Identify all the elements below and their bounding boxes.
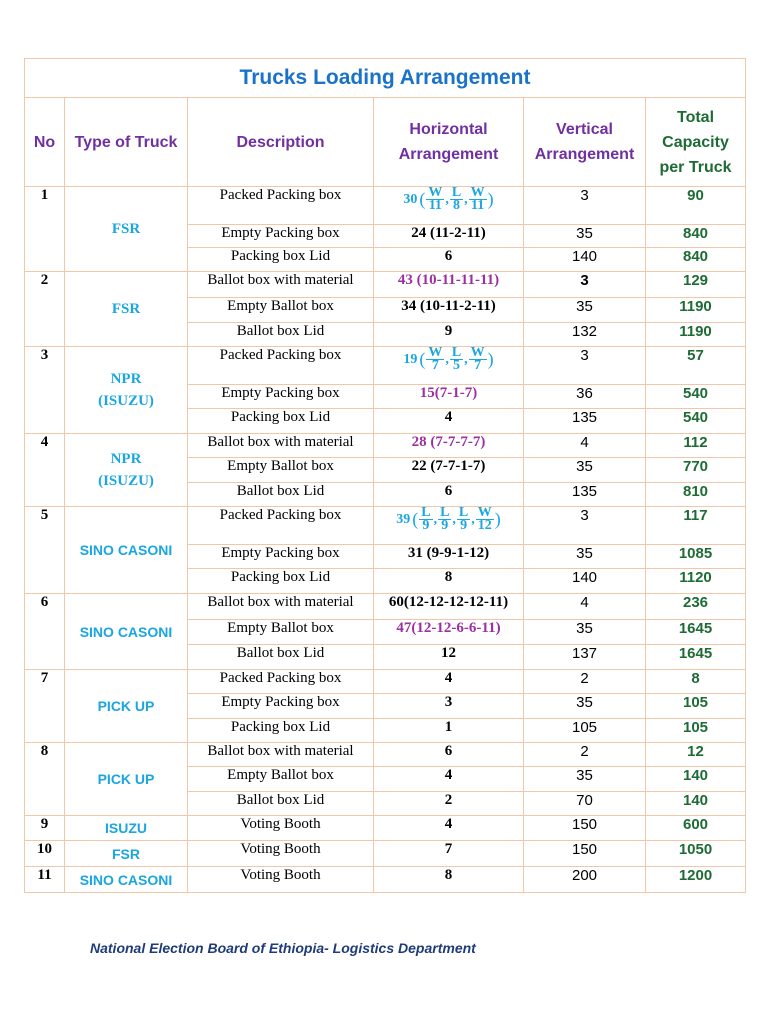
total-capacity-cell: 600	[646, 816, 746, 841]
total-capacity-cell: 770	[646, 458, 746, 483]
horizontal-cell	[374, 187, 524, 225]
header-vertical	[524, 98, 646, 187]
total-capacity-cell: 1120	[646, 569, 746, 594]
horizontal-cell: 43 (10-11-11-11)	[374, 272, 524, 298]
vertical-cell: 135	[524, 409, 646, 434]
truck-type	[65, 507, 188, 594]
description-cell: Packing box Lid	[188, 719, 374, 743]
fraction-denominator: 9	[422, 518, 430, 533]
description-cell: Ballot box Lid	[188, 792, 374, 816]
total-capacity-cell: 112	[646, 434, 746, 458]
truck-type-name: PICK UP	[97, 771, 155, 787]
description-cell: Ballot box Lid	[188, 323, 374, 347]
description-cell: Packing box Lid	[188, 248, 374, 272]
formula-fraction	[426, 347, 444, 372]
table-row	[25, 670, 746, 694]
header-total-line3: per Truck	[659, 158, 732, 176]
formula-fraction	[450, 187, 463, 212]
table-body	[25, 187, 746, 893]
vertical-cell: 3	[524, 187, 646, 225]
footer-department: National Election Board of Ethiopia- Logistics Department	[90, 940, 476, 956]
vertical-cell: 200	[524, 867, 646, 893]
total-capacity-cell: 1190	[646, 298, 746, 323]
total-capacity-cell: 129	[646, 272, 746, 298]
fraction-denominator: 9	[441, 518, 449, 533]
horizontal-cell: 1	[374, 719, 524, 743]
fraction-denominator: 7	[474, 358, 482, 373]
horizontal-cell: 4	[374, 670, 524, 694]
formula-open-paren: (	[412, 509, 419, 529]
vertical-cell: 150	[524, 816, 646, 841]
fraction-numerator: L	[451, 345, 462, 360]
total-capacity-cell: 140	[646, 792, 746, 816]
horizontal-cell: 47(12-12-6-6-11)	[374, 620, 524, 645]
vertical-cell: 3	[524, 507, 646, 545]
horizontal-cell: 31 (9-9-1-12)	[374, 545, 524, 569]
description-cell: Voting Booth	[188, 867, 374, 893]
total-capacity-cell: 1050	[646, 841, 746, 867]
truck-type	[65, 816, 188, 841]
formula-open-paren: (	[419, 349, 426, 369]
total-capacity-cell: 540	[646, 385, 746, 409]
truck-type	[65, 670, 188, 743]
formula-comma: ,	[452, 511, 456, 527]
formula-comma: ,	[433, 511, 438, 527]
fraction-numerator: W	[428, 345, 443, 360]
total-capacity-cell: 105	[646, 719, 746, 743]
total-capacity-cell: 540	[646, 409, 746, 434]
row-number: 2	[25, 272, 65, 347]
truck-type	[65, 867, 188, 893]
horizontal-cell: 4	[374, 409, 524, 434]
header-type: Type of Truck	[65, 98, 188, 187]
total-capacity-cell: 8	[646, 670, 746, 694]
table-row	[25, 507, 746, 545]
vertical-cell: 132	[524, 323, 646, 347]
vertical-cell: 35	[524, 225, 646, 248]
formula-fraction	[469, 347, 487, 372]
total-capacity-cell: 105	[646, 694, 746, 719]
total-capacity-cell: 1645	[646, 645, 746, 670]
table-row	[25, 347, 746, 385]
formula-comma: ,	[471, 511, 475, 527]
total-capacity-cell: 1645	[646, 620, 746, 645]
horizontal-cell: 4	[374, 816, 524, 841]
header-total-line1: Total	[676, 108, 715, 126]
formula-comma: ,	[445, 351, 449, 367]
total-capacity-cell: 236	[646, 594, 746, 620]
formula-prefix: 39	[396, 511, 411, 527]
fraction-denominator: 12	[477, 518, 492, 533]
fraction-denominator: 7	[431, 358, 439, 373]
fraction-numerator: L	[440, 505, 450, 520]
description-cell: Voting Booth	[188, 841, 374, 867]
description-cell: Ballot box Lid	[188, 645, 374, 670]
vertical-cell: 35	[524, 458, 646, 483]
truck-type	[65, 743, 188, 816]
row-number: 8	[25, 743, 65, 816]
formula-fraction	[457, 507, 470, 532]
description-cell: Voting Booth	[188, 816, 374, 841]
horizontal-cell: 34 (10-11-2-11)	[374, 298, 524, 323]
description-cell: Packed Packing box	[188, 187, 374, 225]
truck-type-name: FSR	[112, 845, 140, 862]
horizontal-cell: 22 (7-7-1-7)	[374, 458, 524, 483]
vertical-cell: 35	[524, 545, 646, 569]
horizontal-cell: 12	[374, 645, 524, 670]
fraction-numerator: L	[458, 505, 469, 520]
truck-type	[65, 841, 188, 867]
fraction-numerator: W	[470, 345, 485, 360]
horizontal-cell: 3	[374, 694, 524, 719]
header-description: Description	[188, 98, 374, 187]
truck-type-name: FSR	[111, 221, 141, 237]
fraction-denominator: 11	[471, 198, 485, 213]
description-cell: Ballot box with material	[188, 272, 374, 298]
fraction-denominator: 11	[428, 198, 442, 213]
vertical-cell: 4	[524, 434, 646, 458]
truck-type-name: SINO CASONI	[79, 542, 173, 558]
table-row	[25, 594, 746, 620]
truck-type-name: SINO CASONI	[79, 871, 173, 888]
description-cell: Empty Packing box	[188, 694, 374, 719]
formula-close-paren: )	[494, 509, 501, 529]
horizontal-cell: 15(7-1-7)	[374, 385, 524, 409]
vertical-cell: 135	[524, 483, 646, 507]
horizontal-formula	[403, 187, 493, 212]
fraction-numerator: W	[470, 185, 485, 200]
table-row	[25, 816, 746, 841]
horizontal-cell: 8	[374, 569, 524, 594]
vertical-cell: 3	[524, 347, 646, 385]
formula-fraction	[476, 507, 494, 532]
table-row	[25, 272, 746, 298]
description-cell: Empty Ballot box	[188, 767, 374, 792]
total-capacity-cell: 840	[646, 248, 746, 272]
description-cell: Ballot box with material	[188, 434, 374, 458]
horizontal-cell: 6	[374, 248, 524, 272]
fraction-numerator: W	[428, 185, 443, 200]
description-cell: Ballot box Lid	[188, 483, 374, 507]
fraction-denominator: 8	[453, 198, 460, 213]
table-row	[25, 434, 746, 458]
description-cell: Packed Packing box	[188, 670, 374, 694]
header-total-line2: Capacity	[662, 133, 729, 151]
truck-type-name: SINO CASONI	[79, 623, 173, 640]
horizontal-cell: 6	[374, 483, 524, 507]
description-cell: Empty Packing box	[188, 225, 374, 248]
header-vertical-line1: Vertical	[556, 121, 613, 138]
vertical-cell: 137	[524, 645, 646, 670]
horizontal-cell: 24 (11-2-11)	[374, 225, 524, 248]
row-number: 11	[25, 867, 65, 893]
total-capacity-cell: 140	[646, 767, 746, 792]
header-horizontal-line1: Horizontal	[409, 121, 488, 138]
formula-prefix: 30	[403, 191, 418, 207]
vertical-cell: 35	[524, 620, 646, 645]
vertical-cell: 105	[524, 719, 646, 743]
vertical-cell: 3	[524, 272, 646, 298]
vertical-cell: 2	[524, 743, 646, 767]
description-cell: Empty Ballot box	[188, 298, 374, 323]
row-number: 5	[25, 507, 65, 594]
truck-type-name: ISUZU	[105, 820, 147, 836]
horizontal-cell	[374, 347, 524, 385]
formula-fraction	[419, 507, 432, 532]
horizontal-cell: 8	[374, 867, 524, 893]
table-row	[25, 867, 746, 893]
description-cell: Ballot box with material	[188, 594, 374, 620]
total-capacity-cell: 117	[646, 507, 746, 545]
formula-comma: ,	[464, 351, 468, 367]
formula-comma: ,	[445, 191, 449, 207]
row-number: 1	[25, 187, 65, 272]
horizontal-formula	[396, 507, 501, 532]
description-cell: Packed Packing box	[188, 507, 374, 545]
vertical-cell: 150	[524, 841, 646, 867]
header-total	[646, 98, 746, 187]
header-horizontal-line2: Arrangement	[398, 146, 499, 163]
vertical-cell: 36	[524, 385, 646, 409]
description-cell: Packed Packing box	[188, 347, 374, 385]
description-cell: Empty Packing box	[188, 545, 374, 569]
formula-prefix: 19	[403, 351, 418, 367]
truck-type	[65, 594, 188, 670]
truck-type	[65, 347, 188, 434]
fraction-numerator: W	[477, 505, 492, 520]
horizontal-cell: 2	[374, 792, 524, 816]
total-capacity-cell: 12	[646, 743, 746, 767]
row-number: 3	[25, 347, 65, 434]
horizontal-cell: 9	[374, 323, 524, 347]
truck-type-name: NPR	[110, 451, 142, 467]
total-capacity-cell: 1200	[646, 867, 746, 893]
horizontal-cell: 7	[374, 841, 524, 867]
description-cell: Ballot box with material	[188, 743, 374, 767]
fraction-numerator: L	[421, 505, 431, 520]
formula-close-paren: )	[487, 189, 494, 209]
truck-type-name: NPR	[110, 371, 142, 387]
description-cell: Packing box Lid	[188, 569, 374, 594]
row-number: 9	[25, 816, 65, 841]
truck-type-subname: (ISUZU)	[98, 473, 154, 489]
page-title: Trucks Loading Arrangement	[25, 59, 746, 98]
table-row	[25, 187, 746, 225]
row-number: 6	[25, 594, 65, 670]
formula-fraction	[450, 347, 463, 372]
total-capacity-cell: 1085	[646, 545, 746, 569]
description-cell: Empty Ballot box	[188, 458, 374, 483]
fraction-denominator: 5	[453, 358, 460, 373]
formula-close-paren: )	[487, 349, 494, 369]
row-number: 10	[25, 841, 65, 867]
truck-type	[65, 434, 188, 507]
total-capacity-cell: 1190	[646, 323, 746, 347]
formula-fraction	[469, 187, 487, 212]
truck-type-subname: (ISUZU)	[98, 393, 154, 409]
loading-table	[24, 58, 746, 893]
truck-type-name: PICK UP	[97, 698, 155, 714]
vertical-cell: 35	[524, 694, 646, 719]
table-row	[25, 743, 746, 767]
fraction-denominator: 9	[460, 518, 468, 533]
total-capacity-cell: 840	[646, 225, 746, 248]
horizontal-formula	[403, 347, 493, 372]
total-capacity-cell: 57	[646, 347, 746, 385]
total-capacity-cell: 810	[646, 483, 746, 507]
vertical-cell: 35	[524, 767, 646, 792]
description-cell: Empty Packing box	[188, 385, 374, 409]
truck-type	[65, 187, 188, 272]
formula-open-paren: (	[419, 189, 426, 209]
row-number: 4	[25, 434, 65, 507]
truck-type	[65, 272, 188, 347]
horizontal-cell	[374, 507, 524, 545]
header-horizontal	[374, 98, 524, 187]
vertical-cell: 70	[524, 792, 646, 816]
total-capacity-cell: 90	[646, 187, 746, 225]
formula-fraction	[438, 507, 451, 532]
horizontal-cell: 4	[374, 767, 524, 792]
vertical-cell: 2	[524, 670, 646, 694]
horizontal-cell: 6	[374, 743, 524, 767]
vertical-cell: 140	[524, 569, 646, 594]
table-row	[25, 841, 746, 867]
row-number: 7	[25, 670, 65, 743]
vertical-cell: 35	[524, 298, 646, 323]
description-cell: Packing box Lid	[188, 409, 374, 434]
truck-type-name: FSR	[111, 301, 141, 317]
fraction-numerator: L	[451, 185, 462, 200]
horizontal-cell: 28 (7-7-7-7)	[374, 434, 524, 458]
vertical-cell: 4	[524, 594, 646, 620]
formula-fraction	[426, 187, 444, 212]
vertical-cell: 140	[524, 248, 646, 272]
header-vertical-line2: Arrangement	[534, 146, 635, 163]
formula-comma: ,	[464, 191, 468, 207]
description-cell: Empty Ballot box	[188, 620, 374, 645]
header-no: No	[25, 98, 65, 187]
horizontal-cell: 60(12-12-12-12-11)	[374, 594, 524, 620]
